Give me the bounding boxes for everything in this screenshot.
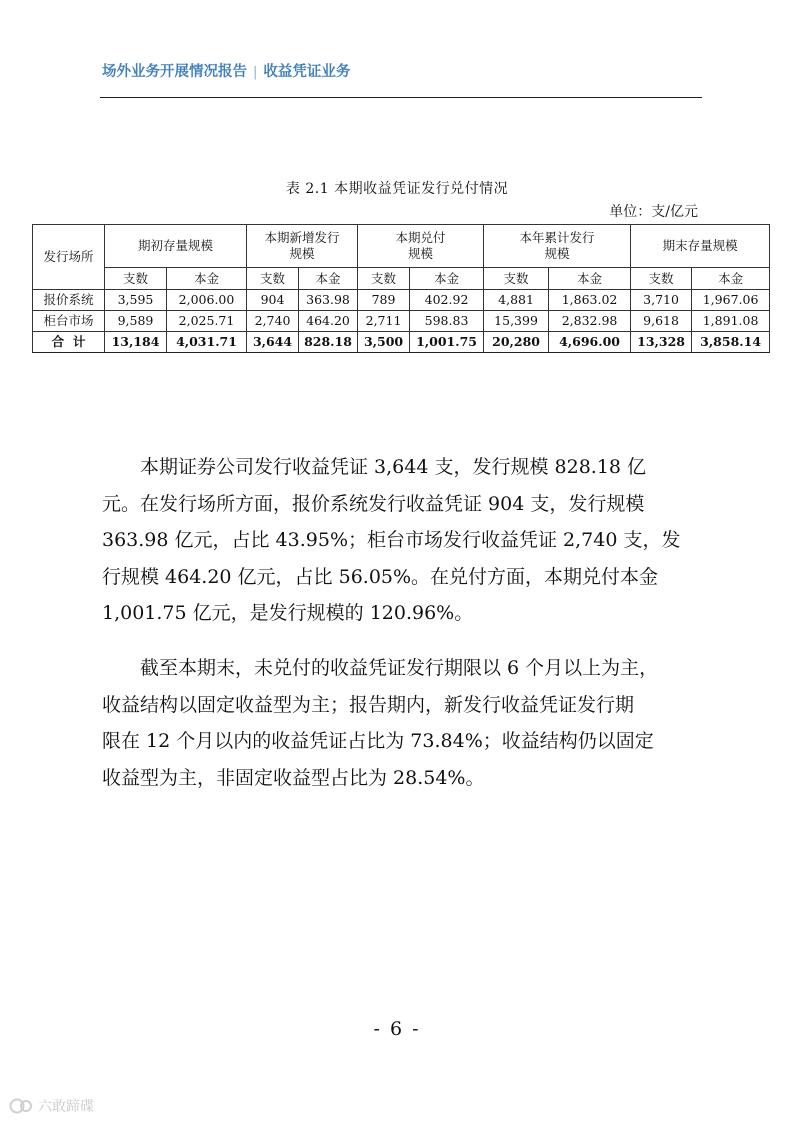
- table-cell: 4,696.00: [549, 332, 631, 353]
- subheader: 支数: [631, 268, 692, 290]
- row-label: 报价系统: [33, 290, 105, 311]
- table-cell: 3,644: [247, 332, 299, 353]
- paragraph-line: 收益结构以固定收益型为主；报告期内，新发行收益凭证发行期: [102, 693, 635, 716]
- table-cell: 9,618: [631, 311, 692, 332]
- paragraph-line: 1,001.75 亿元，是发行规模的 120.96%。: [102, 602, 474, 624]
- table-cell: 464.20: [299, 311, 358, 332]
- table-cell: 20,280: [484, 332, 549, 353]
- subheader: 本金: [167, 268, 247, 290]
- table-cell: 3,595: [105, 290, 167, 311]
- table-cell: 1,863.02: [549, 290, 631, 311]
- table-cell: 1,001.75: [410, 332, 484, 353]
- header-rule: [100, 97, 702, 98]
- table-cell: 15,399: [484, 311, 549, 332]
- header-section-title: 收益凭证业务: [263, 64, 351, 80]
- table-cell: 3,500: [358, 332, 410, 353]
- header-separator: |: [253, 65, 258, 80]
- subheader: 支数: [484, 268, 549, 290]
- table-cell: 3,858.14: [692, 332, 770, 353]
- table-total-row: [33, 332, 770, 353]
- subheader: 支数: [105, 268, 167, 290]
- table-cell: 2,740: [247, 311, 299, 332]
- table-cell: 904: [247, 290, 299, 311]
- table-cell: 1,967.06: [692, 290, 770, 311]
- table-cell: 4,881: [484, 290, 549, 311]
- table-unit: 单位：支/亿元: [609, 204, 698, 220]
- table-row: [33, 290, 770, 311]
- table-cell: 13,328: [631, 332, 692, 353]
- paragraph-line: 元。在发行场所方面，报价系统发行收益凭证 904 支，发行规模: [102, 492, 645, 515]
- table-cell: 828.18: [299, 332, 358, 353]
- paragraph-line: 截至本期末，未兑付的收益凭证发行期限以 6 个月以上为主，: [140, 657, 659, 679]
- header-redemption: 本期兑付 规模: [358, 225, 484, 268]
- table-cell: 598.83: [410, 311, 484, 332]
- paragraph-line: 收益型为主，非固定收益型占比为 28.54%。: [102, 766, 485, 789]
- table-cell: 4,031.71: [167, 332, 247, 353]
- watermark-logo-icon: [8, 1097, 34, 1115]
- table-cell: 9,589: [105, 311, 167, 332]
- watermark: [8, 1096, 94, 1116]
- table-cell: 2,711: [358, 311, 410, 332]
- subheader: 本金: [692, 268, 770, 290]
- subheader: 支数: [247, 268, 299, 290]
- paragraph-issuance-summary: [102, 449, 700, 632]
- table-cell: 3,710: [631, 290, 692, 311]
- page-number: - 6 -: [373, 1018, 421, 1040]
- paragraph-line: 行规模 464.20 亿元，占比 56.05%。在兑付方面，本期兑付本金: [102, 565, 659, 588]
- subheader: 本金: [410, 268, 484, 290]
- header-opening-stock: 期初存量规模: [105, 225, 247, 268]
- paragraph-structure-summary: [102, 650, 700, 796]
- table-row: [33, 311, 770, 332]
- header-report-title: 场外业务开展情况报告: [102, 64, 247, 80]
- running-header: [102, 60, 350, 82]
- table-cell: 2,006.00: [167, 290, 247, 311]
- table-cell: 13,184: [105, 332, 167, 353]
- table-cell: 789: [358, 290, 410, 311]
- paragraph-line: 363.98 亿元，占比 43.95%；柜台市场发行收益凭证 2,740 支，发: [102, 529, 681, 551]
- header-venue: 发行场所: [33, 225, 105, 290]
- table-cell: 363.98: [299, 290, 358, 311]
- row-label: 合 计: [33, 332, 105, 353]
- table-caption: 表 2.1 本期收益凭证发行兑付情况: [285, 181, 509, 197]
- header-closing-stock: 期末存量规模: [631, 225, 770, 268]
- subheader: 本金: [299, 268, 358, 290]
- paragraph-line: 本期证券公司发行收益凭证 3,644 支，发行规模 828.18 亿: [140, 456, 647, 478]
- issuance-table: [32, 224, 770, 353]
- table-cell: 1,891.08: [692, 311, 770, 332]
- watermark-text: 六敢蹄碟: [38, 1099, 94, 1115]
- row-label: 柜台市场: [33, 311, 105, 332]
- table-cell: 402.92: [410, 290, 484, 311]
- header-ytd-issuance: 本年累计发行 规模: [484, 225, 631, 268]
- paragraph-line: 限在 12 个月以内的收益凭证占比为 73.84%；收益结构仍以固定: [102, 730, 654, 752]
- subheader: 本金: [549, 268, 631, 290]
- table-cell: 2,025.71: [167, 311, 247, 332]
- header-new-issuance: 本期新增发行 规模: [247, 225, 358, 268]
- table-cell: 2,832.98: [549, 311, 631, 332]
- subheader: 支数: [358, 268, 410, 290]
